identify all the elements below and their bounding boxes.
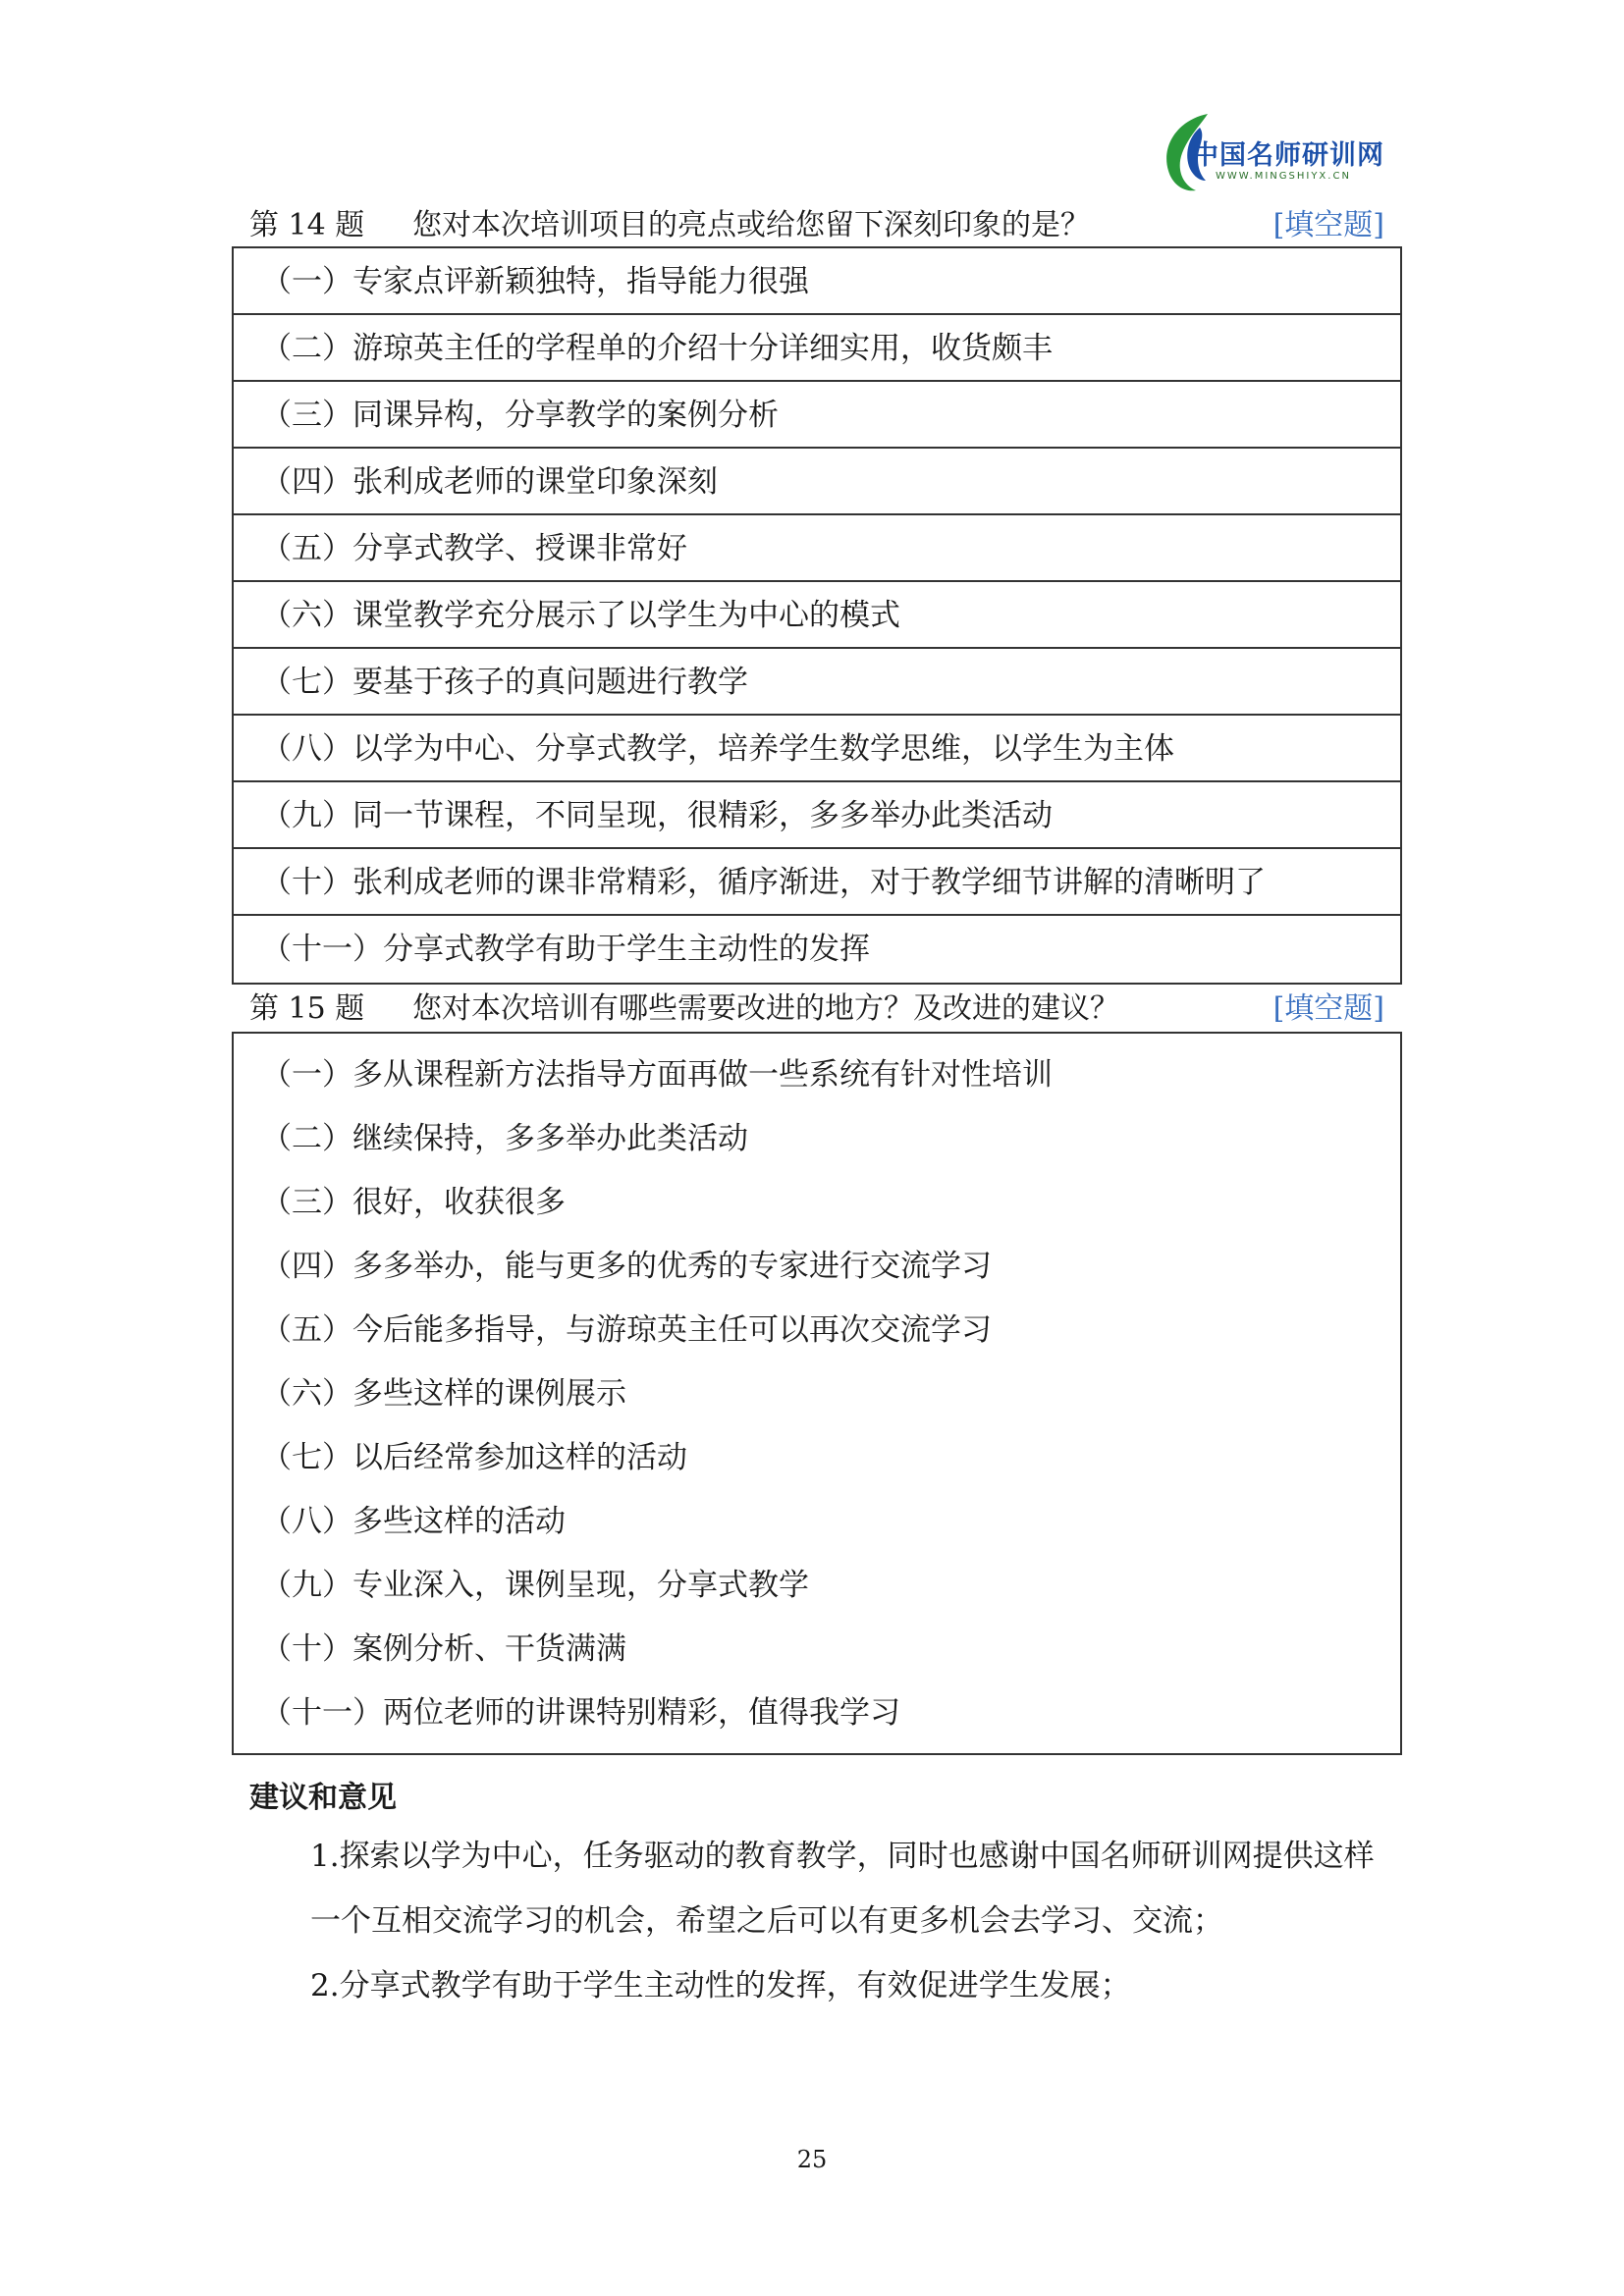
answer-row: （七）要基于孩子的真问题进行教学: [234, 649, 1400, 716]
answer-row: （八）以学为中心、分享式教学，培养学生数学思维，以学生为主体: [234, 716, 1400, 782]
question-type: [填空题]: [1272, 208, 1384, 242]
answer-row: （三）同课异构，分享教学的案例分析: [234, 382, 1400, 449]
answer-row: （二）游琼英主任的学程单的介绍十分详细实用，收货颇丰: [234, 315, 1400, 382]
answer-row: （六）多些这样的课例展示: [261, 1376, 626, 1412]
answer-row: （七）以后经常参加这样的活动: [261, 1440, 687, 1475]
answer-row: （五）分享式教学、授课非常好: [234, 515, 1400, 582]
question-15-header: [249, 989, 1384, 1029]
answer-row: （一）多从课程新方法指导方面再做一些系统有针对性培训: [261, 1057, 1053, 1093]
suggestion-paragraph: [249, 1824, 1398, 1953]
answer-row: （五）今后能多指导，与游琼英主任可以再次交流学习: [261, 1312, 992, 1348]
answer-row: （八）多些这样的活动: [261, 1504, 566, 1539]
answer-row: （二）继续保持，多多举办此类活动: [261, 1121, 748, 1156]
suggestion-item: 2.分享式教学有助于学生主动性的发挥，有效促进学生发展；: [310, 1968, 1131, 2003]
suggestion-item: 1.探索以学为中心，任务驱动的教育教学，同时也感谢中国名师研训网提供这样一个互相交流学习的机会，希望之后可以有更多机会去学习、交流；: [310, 1839, 1375, 1939]
section-title: 建议和意见: [249, 1781, 397, 1815]
question-text: 您对本次培训有哪些需要改进的地方？及改进的建议？: [412, 991, 1119, 1026]
answers-table-q14: [232, 246, 1402, 985]
answer-row: （九）同一节课程，不同呈现，很精彩，多多举办此类活动: [234, 782, 1400, 849]
question-number: 第 15 题: [249, 991, 365, 1026]
answers-table-q15: [232, 1032, 1402, 1755]
answer-row: （一）专家点评新颖独特，指导能力很强: [234, 248, 1400, 315]
page-number: 25: [796, 2146, 828, 2173]
question-14-header: [249, 206, 1384, 245]
answer-row: （四）多多举办，能与更多的优秀的专家进行交流学习: [261, 1249, 992, 1284]
answer-row: （三）很好，收获很多: [261, 1185, 566, 1220]
logo-name: 中国名师研训网: [1192, 140, 1384, 171]
answer-row: （六）课堂教学充分展示了以学生为中心的模式: [234, 582, 1400, 649]
answer-row: （十一）分享式教学有助于学生主动性的发挥: [261, 932, 870, 967]
question-text: 您对本次培训项目的亮点或给您留下深刻印象的是？: [412, 208, 1090, 242]
question-number: 第 14 题: [249, 208, 365, 242]
answer-row: （九）专业深入，课例呈现，分享式教学: [261, 1568, 809, 1603]
question-type: [填空题]: [1272, 991, 1384, 1026]
suggestion-paragraph: [249, 1953, 1398, 2018]
answer-row: （十一）两位老师的讲课特别精彩，值得我学习: [261, 1695, 900, 1731]
answer-row: （十）案例分析、干货满满: [261, 1631, 626, 1667]
answer-row: （四）张利成老师的课堂印象深刻: [234, 449, 1400, 515]
answer-row: （十）张利成老师的课非常精彩，循序渐进，对于教学细节讲解的清晰明了: [234, 849, 1400, 916]
logo-url: WWW.MINGSHIYX.CN: [1216, 171, 1351, 182]
